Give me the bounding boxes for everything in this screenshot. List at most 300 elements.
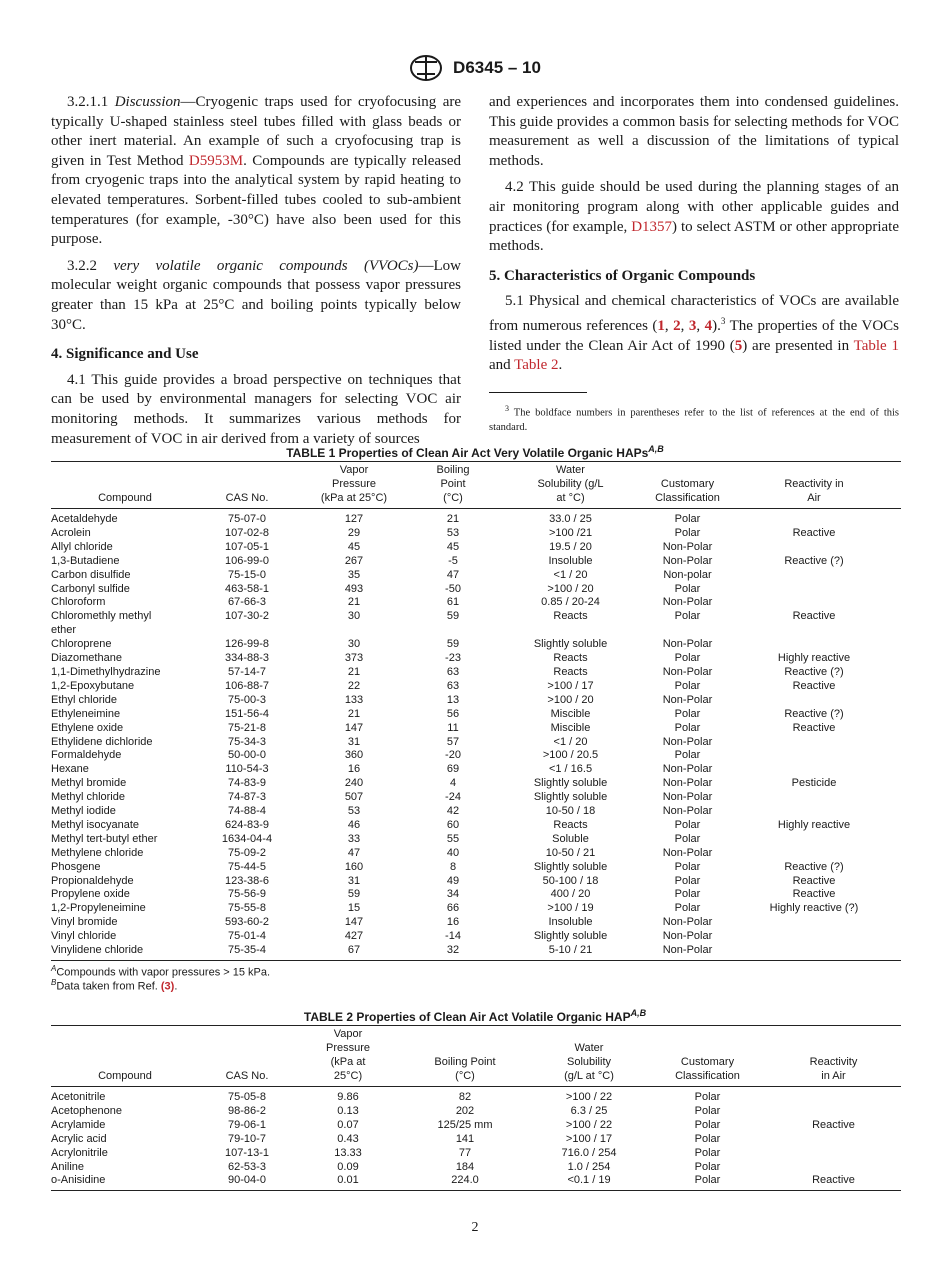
table-cell: Reactive <box>792 679 836 692</box>
table-cell: Acetophenone <box>51 1104 122 1117</box>
table-cell: 53 <box>446 526 460 539</box>
table-cell: Non-Polar <box>662 930 713 943</box>
table-cell: >100 / 19 <box>547 902 594 915</box>
table-cell <box>727 944 901 960</box>
table-cell: 133 <box>344 693 364 706</box>
table-cell: 75-01-4 <box>228 930 266 943</box>
table-row <box>51 861 901 875</box>
column-header: Boiling Point (°C) <box>413 462 493 509</box>
table-cell: 67 <box>295 944 413 960</box>
table-cell: 33 <box>347 832 361 845</box>
table-cell <box>727 638 901 652</box>
table-cell: Ethyleneimine <box>51 707 121 720</box>
table-cell: Reactive (?) <box>784 707 844 720</box>
table-row <box>51 583 901 597</box>
table-cell: Polar <box>674 818 701 831</box>
table-cell: 75-05-8 <box>228 1091 266 1103</box>
table-cell: Methyl chloride <box>51 791 125 804</box>
table-cell: 21 <box>347 596 361 609</box>
table-cell: 202 <box>455 1104 475 1117</box>
section-heading-4: 4. Significance and Use <box>51 346 199 363</box>
table-cell: 69 <box>446 763 460 776</box>
table-cell: 46 <box>347 818 361 831</box>
table-cell: Formaldehyde <box>51 749 122 762</box>
table-row <box>51 569 901 583</box>
table-cell: Polar <box>694 1132 721 1145</box>
paragraph-3-2-2: 3.2.2 very volatile organic compounds (VVOCs)—Low molecular weight organic compounds that possess vapor pressures greater than 15 kPa at 25°C and boiling points typically below 30°C. <box>51 257 461 333</box>
table-cell: 59 <box>446 638 460 651</box>
table-cell <box>727 736 901 750</box>
table-cell: Polar <box>674 707 701 720</box>
table-cell: Non-Polar <box>662 554 713 567</box>
table-row <box>51 652 901 666</box>
table-cell: 79-06-1 <box>228 1118 266 1131</box>
table-cell: Chloromethly methyl ether <box>51 610 152 637</box>
table-cell: >100 / 20.5 <box>542 749 599 762</box>
table-row <box>51 1147 901 1161</box>
table-row <box>51 694 901 708</box>
ref-link-4[interactable]: 4 <box>704 317 713 334</box>
table-cell: Methyl tert-butyl ether <box>51 832 158 845</box>
table-cell: 427 <box>344 930 364 943</box>
table-cell: Reactive <box>812 1118 855 1131</box>
link-d1357[interactable]: D1357 <box>631 218 673 235</box>
table-cell <box>766 1087 901 1105</box>
table-cell: 373 <box>344 652 364 665</box>
table-cell: Vinylidene chloride <box>51 944 199 960</box>
table-cell: Acrylic acid <box>51 1132 107 1145</box>
table-cell: 75-15-0 <box>228 568 266 581</box>
table-cell: 463-58-1 <box>224 582 270 595</box>
table-cell: 110-54-3 <box>225 763 269 776</box>
table-cell: Reactive <box>792 888 836 901</box>
table-cell: 400 / 20 <box>550 888 591 901</box>
table-cell <box>727 847 901 861</box>
table-cell: Ethyl chloride <box>51 693 118 706</box>
table-cell: Ethylidene dichloride <box>51 735 153 748</box>
link-d5953m[interactable]: D5953M <box>188 152 244 169</box>
table-cell: Acrylamide <box>51 1118 106 1131</box>
table-cell: 47 <box>446 568 460 581</box>
table-cell: Polar <box>694 1160 721 1173</box>
column-header: CAS No. <box>199 1026 295 1087</box>
table-cell: 0.85 / 20-24 <box>541 596 600 609</box>
table-cell: 75-35-4 <box>199 944 295 960</box>
table-cell: 49 <box>446 874 460 887</box>
table-cell: 31 <box>347 735 361 748</box>
table-cell: 147 <box>344 916 364 929</box>
table-cell: Slightly soluble <box>533 930 608 943</box>
paragraph-3-2-1-1: 3.2.1.1 Discussion—Cryogenic traps used for cryofocusing are typically U-shaped stainless steel tubes filled with glass beads or other inert material. An example of such a cryofocusing trap is given in Test Method D5953M. Compounds are typically released from cryogenic traps into the analytical system by rapid heating to elevated temperatures. Sorbent-filled tubes cooled to sub-ambient temperatures (for example, -30°C) have also been used for this purpose. <box>51 94 462 248</box>
table-cell: 40 <box>446 846 460 859</box>
table-2-header-row <box>51 1026 901 1087</box>
table-cell: 16 <box>446 916 460 929</box>
table-cell: Polar <box>674 526 701 539</box>
table-cell: Polar <box>694 1104 721 1117</box>
table-cell: 13.33 <box>334 1146 362 1159</box>
table-cell: Acetaldehyde <box>51 513 118 525</box>
table-cell: 30 <box>347 610 361 623</box>
table-cell: 35 <box>347 568 361 581</box>
table-cell: 55 <box>446 832 460 845</box>
table-cell: 0.09 <box>337 1160 359 1173</box>
table-cell: Non-Polar <box>662 846 713 859</box>
table-cell: Acetonitrile <box>51 1091 106 1103</box>
table-cell: 75-56-9 <box>228 888 266 901</box>
table-cell: 45 <box>446 540 460 553</box>
table-cell: 21 <box>446 513 460 525</box>
table-cell: 29 <box>347 526 361 539</box>
table-row <box>51 1119 901 1133</box>
table-cell: 716.0 / 254 <box>561 1146 617 1159</box>
ref-link-3[interactable]: 3 <box>688 317 697 334</box>
table-cell: 126-99-8 <box>224 638 270 651</box>
astm-logo-icon <box>409 54 443 82</box>
table-row <box>51 708 901 722</box>
table-cell: Propylene oxide <box>51 888 130 901</box>
table-cell: <1 / 20 <box>553 568 588 581</box>
table-row <box>51 610 901 638</box>
paragraph-4-2: 4.2 This guide should be used during the planning stages of an air monitoring program along with other applicable guides and practices (for example, D1357) to select ASTM or other appropriate methods. <box>489 179 899 255</box>
table-row <box>51 1087 901 1105</box>
table-cell: Polar <box>674 832 701 845</box>
table-cell: Polar <box>674 652 701 665</box>
footnote-3: $^3$ The boldface numbers in parentheses refer to the list of references at the end of this standard. <box>489 404 899 433</box>
table-cell: 57 <box>446 735 460 748</box>
table-cell: 45 <box>347 540 361 553</box>
table-cell: Diazomethane <box>51 652 122 665</box>
table-cell: 67-66-3 <box>228 596 266 609</box>
table-cell: Reactive <box>792 721 836 734</box>
table-cell: Slightly soluble <box>533 777 608 790</box>
table-row <box>51 819 901 833</box>
ref-link-2[interactable]: 2 <box>673 317 681 334</box>
table-cell: Miscible <box>550 721 591 734</box>
table-row <box>51 509 901 527</box>
table-cell <box>727 791 901 805</box>
table-cell: 75-00-3 <box>228 693 266 706</box>
table-cell: Polar <box>694 1146 721 1159</box>
table-cell: Reactive <box>792 874 836 887</box>
table-row <box>51 1105 901 1119</box>
table-cell: Methyl iodide <box>51 805 116 818</box>
link-table-2[interactable]: Table 2 <box>514 357 559 374</box>
table-row <box>51 902 901 916</box>
table-cell: 32 <box>413 944 493 960</box>
table-cell <box>727 583 901 597</box>
ref-link-1[interactable]: 1 <box>657 317 665 334</box>
table-row <box>51 791 901 805</box>
table-cell: >100 / 20 <box>547 693 594 706</box>
table-cell: 0.07 <box>337 1118 359 1131</box>
table-row <box>51 763 901 777</box>
table-cell: Non-Polar <box>662 916 713 929</box>
left-column <box>51 93 461 456</box>
table-cell: Vinyl chloride <box>51 930 117 943</box>
table-cell: Non-Polar <box>662 805 713 818</box>
table-row <box>51 749 901 763</box>
table-cell <box>727 930 901 944</box>
table-cell: 106-88-7 <box>224 679 270 692</box>
table-cell: Polar <box>674 874 701 887</box>
table-cell: 47 <box>347 846 361 859</box>
column-header: Water Solubility (g/L at °C) <box>493 462 648 509</box>
table-cell: Polar <box>694 1118 721 1131</box>
table-cell: Non-polar <box>663 568 712 581</box>
table-cell: 75-21-8 <box>228 721 266 734</box>
table-row <box>51 722 901 736</box>
column-header: Compound <box>51 462 199 509</box>
table-cell: 5-10 / 21 <box>493 944 648 960</box>
table-cell: Non-Polar <box>662 693 713 706</box>
table-cell: -14 <box>445 930 461 943</box>
table-cell: >100 / 17 <box>547 679 594 692</box>
table-row <box>51 596 901 610</box>
table-row <box>51 888 901 902</box>
table-cell: Reacts <box>553 818 588 831</box>
table-cell: 11 <box>447 721 459 734</box>
table-cell: 21 <box>347 707 361 720</box>
table-cell: 107-05-1 <box>224 540 270 553</box>
table-row <box>51 847 901 861</box>
table-cell: Reactive (?) <box>784 554 844 567</box>
table-cell <box>727 694 901 708</box>
table-cell: 42 <box>446 805 460 818</box>
table-row <box>51 666 901 680</box>
table-cell <box>727 833 901 847</box>
table-row <box>51 680 901 694</box>
column-header: Reactivity in Air <box>766 1026 901 1087</box>
table-cell: 0.43 <box>337 1132 359 1145</box>
table-cell: 125/25 mm <box>437 1118 493 1131</box>
table-cell: 53 <box>347 805 361 818</box>
table-cell: 1.0 / 254 <box>567 1160 611 1173</box>
table-cell: Polar <box>674 721 701 734</box>
table-cell <box>766 1133 901 1147</box>
table-cell: >100 / 22 <box>565 1118 613 1131</box>
table-cell: 74-87-3 <box>228 791 266 804</box>
paragraph-4-1: 4.1 This guide provides a broad perspective on techniques that can be used by environmental managers for selecting VOC air monitoring methods. It summarizes various methods for measurement of VOC in air derived from a variety of sources <box>51 371 461 447</box>
table-cell: 61 <box>446 596 460 609</box>
table-cell: 50-00-0 <box>228 749 266 762</box>
table-row <box>51 1174 901 1190</box>
table-cell: 33.0 / 25 <box>549 513 592 525</box>
table-cell: 141 <box>455 1132 475 1145</box>
table-cell: Reactive <box>792 526 836 539</box>
table-cell: o-Anisidine <box>51 1174 199 1190</box>
column-header: Boiling Point (°C) <box>401 1026 529 1087</box>
table-cell: 74-83-9 <box>228 777 266 790</box>
footnote-marker: 3 <box>720 315 726 326</box>
table-cell <box>727 569 901 583</box>
table-cell: 1,1-Dimethylhydrazine <box>51 665 161 678</box>
right-column <box>489 93 899 383</box>
column-header: Water Solubility (g/L at °C) <box>529 1026 649 1087</box>
table-cell: 60 <box>446 818 460 831</box>
table-cell: Slightly soluble <box>533 791 608 804</box>
table-cell: 50-100 / 18 <box>542 874 599 887</box>
table-cell: Chloroform <box>51 596 106 609</box>
page-header <box>0 54 950 82</box>
table-cell: Pesticide <box>791 777 837 790</box>
table-cell: Polar <box>674 749 701 762</box>
paragraph-5-1: 5.1 Physical and chemical characteristics of VOCs are available from numerous references (1, 2, 3, 4).$^3$ The properties of the VOCs listed under the Clean Air Act of 1990 (5) are presented in Table 1 and Table 2. <box>489 293 899 374</box>
table-cell: 240 <box>344 777 364 790</box>
table-cell: 13 <box>446 693 460 706</box>
table-cell: 63 <box>446 665 460 678</box>
table-cell: 66 <box>446 902 460 915</box>
table-cell: 8 <box>449 860 457 873</box>
table-cell: Aniline <box>51 1160 85 1173</box>
table-row <box>51 638 901 652</box>
table-cell: 106-99-0 <box>224 554 270 567</box>
document-number: D6345 – 10 <box>453 58 541 77</box>
table-cell: Non-Polar <box>648 944 727 960</box>
table-cell: Polar <box>674 679 701 692</box>
table-cell: Polar <box>674 902 701 915</box>
table-cell: 160 <box>344 860 364 873</box>
table-cell: 19.5 / 20 <box>549 540 592 553</box>
table-cell <box>727 509 901 527</box>
table-cell: 57-14-7 <box>228 665 266 678</box>
table-cell: 59 <box>347 888 361 901</box>
table-cell: Non-Polar <box>662 665 713 678</box>
table-cell: Polar <box>694 1091 721 1103</box>
table-cell: -50 <box>445 582 461 595</box>
column-header: Reactivity in Air <box>727 462 901 509</box>
table-cell: Non-Polar <box>662 638 713 651</box>
table-cell: 127 <box>344 513 364 525</box>
table-cell: Reacts <box>553 665 588 678</box>
ref-link-3-table-note[interactable]: (3) <box>160 980 175 993</box>
table-cell: Acrylonitrile <box>51 1146 108 1159</box>
table-row <box>51 527 901 541</box>
table-cell: 224.0 <box>401 1174 529 1190</box>
table-cell: 22 <box>347 679 361 692</box>
ref-link-5[interactable]: 5 <box>734 337 743 354</box>
table-row <box>51 833 901 847</box>
column-header: Vapor Pressure (kPa at 25°C) <box>295 462 413 509</box>
table-cell: Methylene chloride <box>51 846 144 859</box>
table-cell: >100 /21 <box>548 526 593 539</box>
section-heading-5: 5. Characteristics of Organic Compounds <box>489 267 756 284</box>
table-cell: Ethylene oxide <box>51 721 124 734</box>
table-cell: 30 <box>347 638 361 651</box>
table-cell: -5 <box>448 554 458 567</box>
page-number: 2 <box>471 1220 479 1235</box>
table-row <box>51 930 901 944</box>
table-cell: 10-50 / 21 <box>545 846 596 859</box>
table-cell: 98-86-2 <box>228 1104 266 1117</box>
table-cell: 31 <box>347 874 361 887</box>
table-cell: 6.3 / 25 <box>570 1104 608 1117</box>
table-row <box>51 736 901 750</box>
table-cell: 147 <box>344 721 364 734</box>
table-cell: 0.13 <box>337 1104 359 1117</box>
table-cell: Reactive (?) <box>784 665 844 678</box>
table-1-caption: TABLE 1 Properties of Clean Air Act Very Volatile Organic HAPs$^{A,B}$ <box>286 444 664 460</box>
table-cell: Highly reactive <box>777 652 851 665</box>
table-cell: 75-09-2 <box>228 846 266 859</box>
table-cell: Insoluble <box>548 916 593 929</box>
column-header: Customary Classification <box>649 1026 766 1087</box>
table-cell: Polar <box>674 513 701 525</box>
table-row <box>51 777 901 791</box>
table-cell: Carbon disulfide <box>51 568 131 581</box>
table-cell: Non-Polar <box>662 777 713 790</box>
table-cell: 1,2-Propyleneimine <box>51 902 146 915</box>
column-header: Compound <box>51 1026 199 1087</box>
table-cell: 123-38-6 <box>224 874 270 887</box>
table-cell: Non-Polar <box>662 540 713 553</box>
table-cell: <0.1 / 19 <box>529 1174 649 1190</box>
table-cell: 1,3-Butadiene <box>51 554 120 567</box>
table-cell: 75-34-3 <box>228 735 266 748</box>
table-cell: -20 <box>445 749 461 762</box>
table-cell: Polar <box>674 888 701 901</box>
table-cell: 16 <box>347 763 361 776</box>
table-cell: Non-Polar <box>662 596 713 609</box>
table-row <box>51 875 901 889</box>
table-cell: 34 <box>446 888 460 901</box>
table-cell: 107-13-1 <box>224 1146 270 1159</box>
table-2-caption: TABLE 2 Properties of Clean Air Act Volatile Organic $HAP^{A,B}$ <box>303 1008 647 1024</box>
table-cell: Non-Polar <box>662 735 713 748</box>
link-table-1[interactable]: Table 1 <box>853 337 899 354</box>
table-cell: 74-88-4 <box>228 805 266 818</box>
column-header: CAS No. <box>199 462 295 509</box>
table-cell: 9.86 <box>337 1091 359 1103</box>
table-cell: 59 <box>446 610 460 623</box>
table-cell: Slightly soluble <box>533 638 608 651</box>
table-cell: 56 <box>446 707 460 720</box>
table-cell: 63 <box>446 679 460 692</box>
table-cell: Polar <box>674 582 701 595</box>
table-cell: 0.01 <box>295 1174 401 1190</box>
paragraph-4-1-continued: and experiences and incorporates them into condensed guidelines. This guide provides a common basis for selecting methods for VOC measurement as well a discussion of the limitations of typical methods. <box>489 94 899 169</box>
table-cell: 21 <box>347 665 361 678</box>
table-cell: Non-Polar <box>662 791 713 804</box>
table-cell: Phosgene <box>51 860 101 873</box>
table-cell: Soluble <box>552 832 589 845</box>
table-row <box>51 805 901 819</box>
footnote-divider <box>489 392 587 393</box>
table-cell: Acrolein <box>51 526 91 539</box>
table-cell: 62-53-3 <box>228 1160 266 1173</box>
table-row <box>51 944 901 960</box>
table-cell: 151-56-4 <box>224 707 270 720</box>
table-cell: Methyl isocyanate <box>51 818 140 831</box>
table-cell: -23 <box>445 652 461 665</box>
table-cell: 267 <box>344 554 364 567</box>
column-header: Vapor Pressure (kPa at 25°C) <box>295 1026 401 1087</box>
table-cell: Vinyl bromide <box>51 916 118 929</box>
table-cell: Insoluble <box>548 554 593 567</box>
table-cell <box>766 1147 901 1161</box>
table-2 <box>51 1025 901 1191</box>
table-cell: 493 <box>344 582 364 595</box>
table-cell: 334-88-3 <box>224 652 270 665</box>
table-cell: 90-04-0 <box>199 1174 295 1190</box>
table-cell: >100 / 17 <box>565 1132 613 1145</box>
table-cell <box>766 1105 901 1119</box>
table-cell <box>727 541 901 555</box>
table-1 <box>51 461 901 961</box>
table-cell: 4 <box>449 777 457 790</box>
table-cell <box>766 1161 901 1175</box>
table-cell <box>727 763 901 777</box>
table-cell <box>727 805 901 819</box>
